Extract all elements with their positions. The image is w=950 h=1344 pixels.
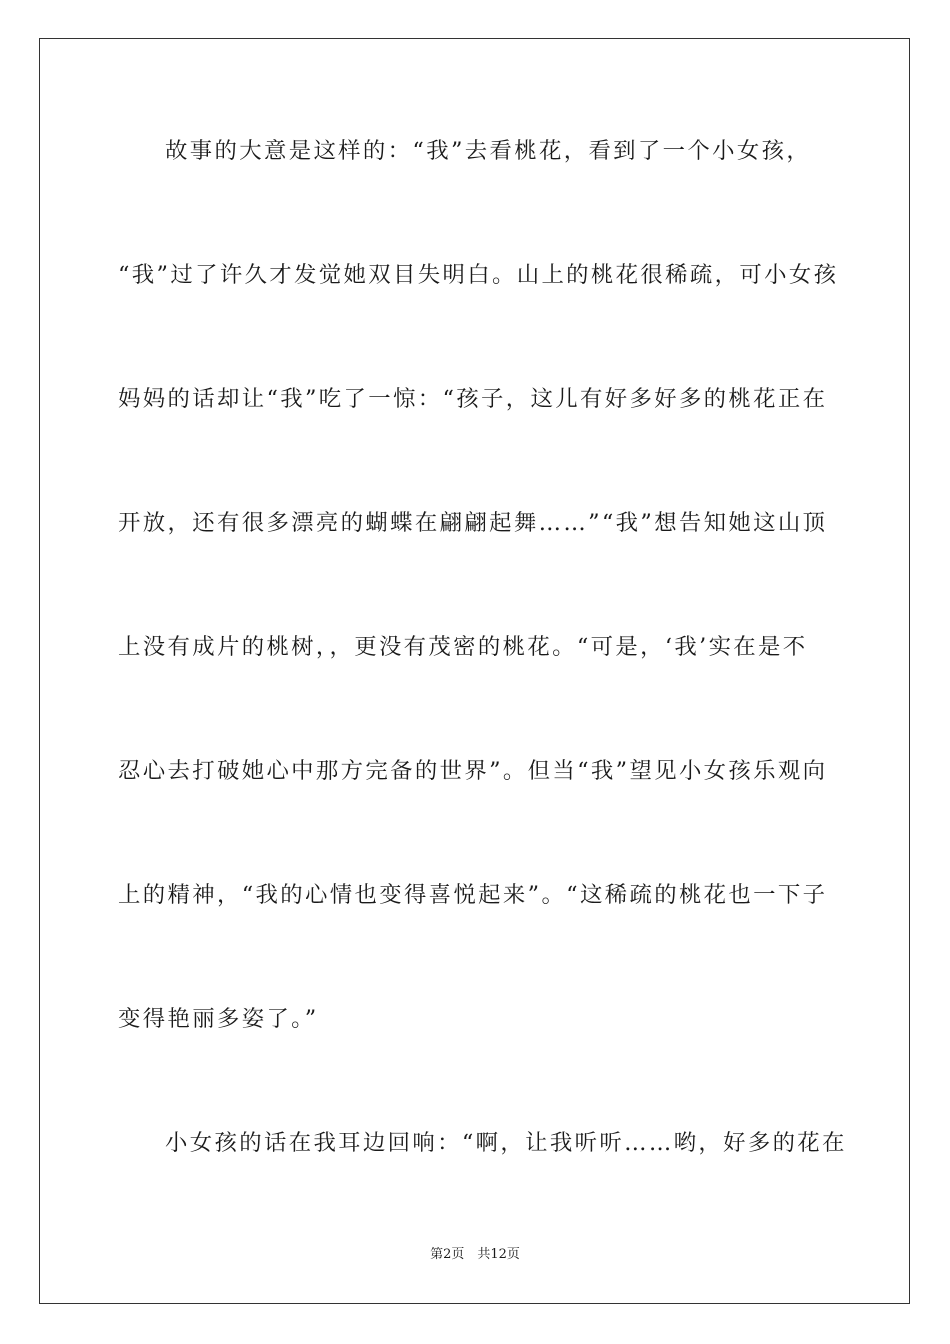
- page-border: [39, 38, 910, 1304]
- paragraph-2-line-1: 小女孩的话在我耳边回响：“啊，让我听听……哟，好多的花在: [165, 1130, 847, 1156]
- paragraph-1-line-3: 妈妈的话却让“我”吃了一惊：“孩子，这儿有好多好多的桃花正在: [118, 386, 828, 412]
- paragraph-1-line-4: 开放，还有很多漂亮的蝴蝶在翩翩起舞……”“我”想告知她这山顶: [118, 510, 828, 536]
- paragraph-1-line-6: 忍心去打破她心中那方完备的世界”。但当“我”望见小女孩乐观向: [118, 758, 828, 784]
- paragraph-1-line-2: “我”过了许久才发觉她双目失明白。山上的桃花很稀疏，可小女孩: [118, 262, 839, 288]
- paragraph-1-line-8: 变得艳丽多姿了。”: [118, 1006, 319, 1032]
- paragraph-1-line-7: 上的精神，“我的心情也变得喜悦起来”。“这稀疏的桃花也一下子: [118, 882, 828, 908]
- paragraph-1-line-5: 上没有成片的桃树，，更没有茂密的桃花。“可是，‘我’实在是不: [118, 634, 808, 660]
- paragraph-1-line-1: 故事的大意是这样的：“我”去看桃花，看到了一个小女孩，: [165, 138, 812, 164]
- page-number: 第2页 共12页: [430, 1247, 520, 1262]
